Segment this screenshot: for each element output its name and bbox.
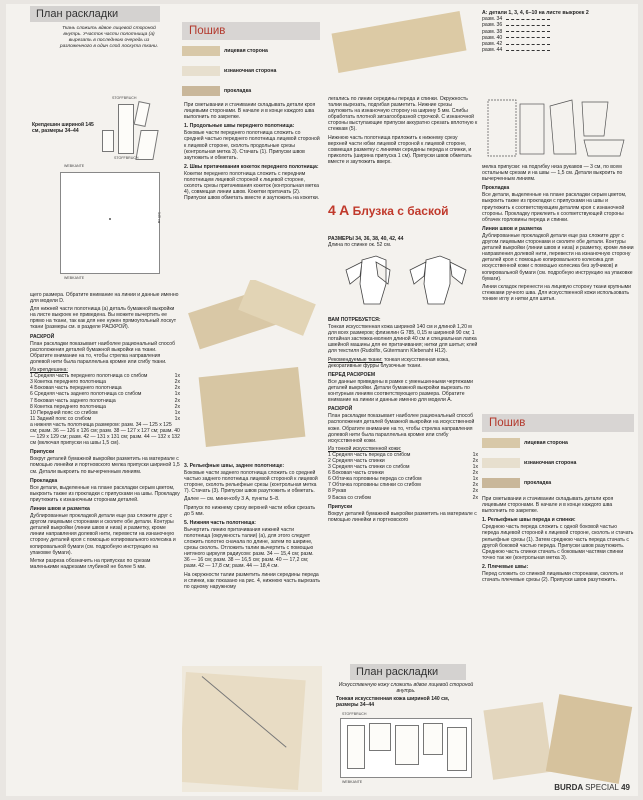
swatch-label: прокладка: [524, 480, 552, 486]
paragraph: Все детали, выделенные на плане раскладки серым цветом, выкроить также из прокладки с припусками на швы и приутюжить к соответствующим деталям кроя с изнаночной стороны. Прокладку приклеить к соответствующей стороны обтачек горловины переда и спинки.: [482, 192, 627, 223]
garment-sketch: [342, 254, 470, 308]
size-line-sample: [506, 37, 550, 38]
size-legend-heading: А: детали 1, 3, 4, 6–10 на листе выкроек 2: [482, 10, 589, 16]
parts-list: [30, 373, 180, 422]
sewing-step-photo-4: [182, 666, 322, 792]
list-item-name: 7 Боковая часть заднего полотнища: [30, 397, 116, 404]
stoffbruch-label: STOFFBRUCH: [114, 156, 139, 160]
section-heading: Линии швов и разметка: [482, 225, 542, 232]
swatch-back: [182, 66, 276, 76]
pattern-piece: [118, 104, 134, 154]
webkante-label: WEBKANTE: [64, 276, 85, 280]
pattern-piece: [423, 723, 443, 755]
swatch-back-2: [482, 458, 576, 468]
list-item-qty: 1x: [174, 373, 180, 380]
size-label: разм. 44: [482, 47, 503, 54]
paragraph: План раскладки показывает наиболее рациональный способ расположения деталей бумажной выкройки на искусственной коже. Обратите внимание на то, чтобы стрелка направления долевой нити была параллельна кромке или сгибу искусственной кожи.: [328, 413, 475, 444]
back-swatch-icon: [482, 458, 520, 468]
list-item-name: 6 Средняя часть заднего полотнища со сгибом: [30, 391, 142, 398]
model-title: Блузка с баской: [352, 204, 449, 218]
paragraph: Вокруг деталей бумажной выкройки разметить на материале с помощью линейки и портновского: [328, 510, 477, 523]
section-heading: Линии швов и разметка: [30, 506, 90, 512]
list-item-name: 3 Средняя часть спинки со сгибом: [328, 464, 410, 471]
paragraph: Далее — см. мини-кобу 3 А, пункты 5–8.: [184, 496, 280, 503]
col2-text-lower: [184, 460, 320, 592]
fabric-piece: [199, 367, 306, 447]
list-item-qty: 2x: [174, 385, 180, 392]
brand-name: BURDA: [554, 783, 583, 792]
paragraph: Боковые части заднего полотнища сложить со средней частью заднего полотнища лицевой стороной к лицевой стороне, сколоть рельефные срезы (контрольная метка 7). Стачать (3). Припуски швов разутюжить и обметать.: [184, 470, 318, 495]
step-heading: 2. Плечевые швы:: [482, 563, 529, 570]
list-item-name: 3 Кокетка переднего полотнища: [30, 379, 106, 386]
size-line-sample: [506, 44, 550, 45]
paragraph: На окружности талии разметить линии середины переда и спинки, как показано на рис. 4, нижнюю часть вырезать по одному наружному: [184, 571, 320, 590]
list-item-qty: 1x: [174, 415, 180, 422]
list-item-qty: 2x: [472, 482, 478, 489]
paragraph: Все детали, выделенные на плане раскладки серым цветом, выкроить также из прокладки с припусками на швы. Прокладку приутюжить к изнаночным сторонам деталей.: [30, 484, 180, 503]
list-item: [328, 495, 478, 501]
lining-swatch-icon: [182, 86, 220, 96]
col4-text-upper: [482, 164, 634, 304]
back-swatch-icon: [182, 66, 220, 76]
col2-text-upper: [184, 102, 320, 203]
paragraph: a нижняя часть полотнища размером: разм. 34 — 125 x 125 см; разм. 36 — 126 x 126 см; разм. 38 — 127 x 127 см; разм. 40 — 129 x 129 см; разм. 42 — 131 x 131 см; разм. 44 — 132 x 132 см (включая припуски на швы 1,5 см).: [30, 421, 180, 447]
list-item-name: 2 Средняя часть спинки: [328, 457, 385, 464]
layout-diagram-2: [60, 172, 160, 274]
stoffbruch-label: STOFFBRUCH: [342, 712, 367, 716]
swatch-face: [182, 46, 268, 56]
list-item-name: 1 Средняя часть переднего полотнища со сгибом: [30, 373, 148, 380]
swatch-label: изнаночная сторона: [524, 460, 577, 466]
list-item-qty: 2x: [472, 470, 478, 477]
paragraph: легались по линии середины переда и спинки. Окружность талии вырезать, подгибая разметить. Нижние срезы заутюжить на изнаночную сторону на ширину 5 мм. Слибы обработать плотной зигзагообразной строчкой. С изнаночной стороны выступающие припуски аккуратно срезать вплотную к стежкам (5).: [328, 96, 478, 133]
fabric-piece: [483, 702, 552, 780]
swatch-label: лицевая сторона: [224, 48, 268, 54]
col1-text-body: [30, 292, 180, 572]
magazine-page: [6, 4, 638, 796]
paragraph: Линии складок перенести на лицевую сторону ткани крупными стежками ручного шва. Для искусственной кожи использовать тонкие иглу и нитки для шитья.: [482, 283, 631, 302]
page-number: 49: [621, 783, 630, 792]
paragraph: Тонкая искусственная кожа шириной 140 см и длиной 1,20 м для всех размеров; флизелин G 785, 0,15 м шириной 90 см; 1 потайная застежка-молния длиной 40 см и специальная лапка швейной машины для ее притачивания; нитки для шитья; клей для текстиля (Rudolfix, Gütermann Klebenaht H12).: [328, 324, 478, 355]
list-item-name: 6 Боковая часть спинки: [328, 470, 384, 477]
paragraph: Боковые части переднего полотнища сложить со средней частью переднего полотнища лицевой стороной к лицевой стороне, сколоть продольные срезы (контрольная метка 3). Стачать (1). Припуски швов заутюжить и обметать.: [184, 130, 320, 161]
swatch-label: изнаночная сторона: [224, 68, 277, 74]
size-label: разм. 40: [482, 34, 503, 41]
size-label: разм. 34: [482, 16, 503, 23]
list-item-qty: 1x: [174, 391, 180, 398]
step-heading: 2. Швы притачивания кокеток переднего полотнища:: [184, 163, 319, 170]
fabric-piece: [546, 694, 632, 784]
parts-list: [328, 452, 478, 501]
pattern-piece: [102, 130, 114, 152]
section-heading: Прокладка: [30, 477, 58, 484]
section-heading: РАСКРОЙ: [328, 406, 353, 413]
sewing-step-photo-6: [482, 686, 634, 786]
paragraph: Перед сложить со спинкой лицевыми сторонами, сколоть и стачать плечевые срезы (2). Припуски швов разутюжить.: [482, 571, 623, 584]
sewing-title: Пошив: [182, 22, 320, 40]
pattern-piece: [447, 727, 467, 771]
list-item-name: 4 Боковая часть переднего полотнища: [30, 385, 122, 392]
section-heading: ВАМ ПОТРЕБУЕТСЯ:: [328, 317, 381, 323]
model-sizes: [328, 236, 478, 248]
list-item-qty: 1x: [472, 476, 478, 483]
paragraph: Все данные приведены в рамке с уменьшенными чертежами деталей выкройки. Детали бумажной выкройки вырезать по контурным линиям соответствующего размера. Обратите внимание на линии и данные именно для модели А.: [328, 378, 473, 404]
fabric-piece: [332, 11, 467, 73]
model-number: 4 A: [328, 202, 350, 218]
size-line-sample: [506, 50, 550, 51]
pattern-piece: [395, 725, 419, 765]
size-line: [482, 47, 632, 53]
sizes-text: РАЗМЕРЫ 34, 36, 38, 40, 42, 44: [328, 236, 404, 242]
paragraph: щего размера. Обратите внимание на линии и данные именно для модели D.: [30, 292, 179, 305]
paragraph: Среднюю часть переда сложить с одной боковой частью переда лицевой стороной к лицевой стороне, сколоть и стачать рельефные срезы (1). Затем среднюю часть переда стачать с другой боковой частью переда. Припуски швов разутюжить. Среднюю часть спинки стачать с боковыми частями спинки точно так же (контрольная метка 3).: [482, 524, 634, 561]
list-item-name: 9 Баска со сгибом: [328, 494, 371, 501]
paragraph: Дублированные прокладкой детали еще раз сложите друг с другом лицевыми сторонами и сколите обе детали. Контуры деталей выкройки (линии швов и низа) и разметку, кроме линии направления долевой нити, перевести на изнаночную сторону деталей кроя с помощью копировального колесика для искусственной кожи с помощью колесика без зубчиков) и копировальной бумаги (см. подробную инструкцию на упаковке бумаги).: [482, 232, 634, 282]
list-heading: Из тонкой искусственной кожи:: [328, 445, 402, 452]
edition-name: SPECIAL: [585, 783, 619, 792]
step-heading: 3. Рельефные швы, заднее полотнище:: [184, 463, 285, 469]
pattern-piece: [134, 101, 151, 127]
webkante-label: WEBKANTE: [342, 780, 363, 784]
list-item-qty: 2x: [174, 397, 180, 404]
paragraph: Вокруг деталей бумажной выкройки разметить на материале с помощью линейки и портновского мелка припуски шириной 1,5 см. Детали выкроить по вычерченным линиям.: [30, 456, 180, 475]
col4-text-lower: [482, 496, 634, 585]
paragraph: Припуск по нижнему срезу верхней части юбки срезать до 5 мм.: [184, 504, 316, 517]
page-footer: [554, 783, 630, 792]
paragraph: Вычертить линию притачивания нижней части полотнища (окружность талии) (а), для этого следует сложить полотно сначала по длине, затем по ширине, срезы сколоть. Отложить талии вычертить с помощью нитяного циркуля радиусом: разм. 34 — 15,4 см; разм. 36 — 16 см; разм. 38 — 16,5 см; разм. 40 — 17,2 см; разм. 42 — 17,8 см; разм. 44 — 18,4 см.: [184, 526, 314, 570]
pattern-piece: [347, 725, 365, 769]
lining-swatch-icon: [482, 478, 520, 488]
section-heading: Припуски: [30, 449, 55, 456]
dimension-label: 145 см: [157, 212, 161, 224]
swatch-face-2: [482, 438, 568, 448]
rec-text: тонкая искусственная кожа, декоративные фурры блузочные ткани.: [328, 356, 450, 369]
paragraph: Нижнюю часть полотнища приложить к нижнему срезу верхней части юбки лицевой стороной к лицевой стороне, совмещая разметку с линиями середины переда и спинки, и приколоть (ширина припуска 1 см). Припуски швов обметать вместе и заутюжить вверх.: [328, 134, 472, 165]
section-heading: ПЕРЕД РАСКРОЕМ: [328, 371, 376, 378]
list-item-name: 8 Рукав: [328, 488, 347, 495]
paragraph: Для нижней части полотнища (а) деталь бумажной выкройки на листе выкроек не приведена. Вы можете вычертить ее прямо на ткани, так как для нее нужен прямоугольный лоскут ткани (размеры см. в разделе РАСКРОЙ).: [30, 306, 177, 331]
center-mark: [109, 218, 111, 220]
layout-diagram-3: [340, 718, 472, 778]
paragraph: Кокетки переднего полотнища сложить с передним полотнищем лицевой стороной к лицевой стороне, сколоть срезы притачивания кокеток (контрольная метка 4), совмещая линии швов. Кокетки притачать (2). Припуски швов обметать вместе и заутюжить на кокетки.: [184, 170, 320, 202]
step-heading: 1. Рельефные швы переда и спинки:: [482, 517, 576, 524]
paragraph: Дублированные прокладкой детали еще раз сложите друг с другом лицевыми сторонами и сколите обе детали. Контуры деталей выкройки (линии швов и низа) и разметку, кроме линии направления долевой нити, перевести на изнаночную сторону деталей кроя с помощью копировального колесика и копировальной бумаги (см. подробную инструкцию на упаковке бумаги).: [30, 513, 176, 556]
size-line-sample: [506, 19, 550, 20]
swatch-label: лицевая сторона: [524, 440, 568, 446]
col3-text-body: [328, 314, 478, 525]
size-lines: [482, 16, 632, 53]
col3-text-top: [328, 96, 478, 167]
paragraph: мелка припуски: на подгибку низа рукавов — 3 см, по всем остальным срезам и на швы — 1,5 см. Детали выкроить по вычерченным линиям.: [482, 164, 623, 183]
sewing-title-2: Пошив: [482, 414, 634, 432]
paragraph: Метки разреза обозначить на припусках по срезам маленькими надрезами глубиной не более 5 мм.: [30, 557, 151, 570]
face-swatch-icon: [182, 46, 220, 56]
size-label: разм. 36: [482, 22, 503, 29]
fabric-label: Крепдешин шириной 145 см, размеры 34–44: [32, 122, 94, 135]
webkante-label: WEBKANTE: [64, 164, 85, 168]
fabric-piece: [182, 672, 306, 790]
list-item-name: 1 Средняя часть переда со сгибом: [328, 451, 411, 458]
stoffbruch-label: STOFFBRUCH: [112, 96, 137, 100]
plan-title-2: План раскладки: [350, 664, 466, 680]
list-item-qty: 1x: [472, 464, 478, 471]
list-heading: Из крепдешина:: [30, 367, 68, 374]
size-line-sample: [506, 31, 550, 32]
rec-title: Рекомендуемые ткани:: [328, 356, 383, 363]
list-item-qty: 1x: [472, 451, 478, 458]
list-item-qty: 2x: [472, 488, 478, 495]
model-heading: [328, 204, 478, 217]
list-item-qty: 2x: [174, 379, 180, 386]
size-label: разм. 38: [482, 28, 503, 35]
size-label: разм. 42: [482, 41, 503, 48]
size-legend: [482, 10, 632, 53]
section-heading: Припуски: [328, 503, 353, 510]
plan-title: План раскладки: [30, 6, 160, 22]
paragraph: План раскладки показывает наиболее рациональный способ расположения деталей бумажной выкройки на ткани. Обратите внимание на то, чтобы стрелка направления долевой нити была параллельна кромке или сгибу ткани.: [30, 340, 176, 365]
list-item-name: 11 Задний пояс со сгибом: [30, 415, 92, 422]
plan-intro-2: Искусственную кожу сложить вдвое лицевой стороной внутрь.: [338, 682, 474, 695]
list-item-name: 6 Обтачка горловины переда со сгибом: [328, 476, 422, 483]
swatch-lining-2: [482, 478, 551, 488]
paragraph: При сметывании и стачивании складывать детали кроя лицевыми сторонами. В начале и в конце каждого шва выполнить по закрепке.: [184, 102, 316, 121]
list-item-qty: 2x: [174, 403, 180, 410]
list-item-name: 7 Обтачка горловины спинки со сгибом: [328, 482, 421, 489]
swatch-lining: [182, 86, 251, 96]
length-text: Длина по спинке ок. 52 см.: [328, 242, 392, 249]
list-item-qty: 1x: [174, 409, 180, 416]
pattern-piece: [369, 723, 391, 751]
sewing-step-photo-5: [328, 8, 478, 94]
swatch-label: прокладка: [224, 88, 252, 94]
step-heading: 5. Нижняя часть полотнища:: [184, 519, 256, 526]
list-item-name: 10 Передний пояс со сгибом: [30, 409, 98, 416]
pattern-pieces-sketch: [484, 96, 632, 160]
face-swatch-icon: [482, 438, 520, 448]
list-item-qty: 2x: [472, 457, 478, 464]
paragraph: При сметывании и стачивании складывать детали кроя лицевыми сторонами. В начале и в конце каждого шва выполнить по закрепке.: [482, 496, 614, 515]
sewing-step-photos-1: [182, 280, 322, 458]
size-line-sample: [506, 25, 550, 26]
plan-fabric-2: Тонкая искусственная кожа шириной 140 см, размеры 34–44: [336, 696, 450, 709]
plan-intro: Ткань сложить вдвое лицевой стороной внутрь. Участок части полотнища (а) вырезать в последнюю очередь из разложенного в один слой лоскута ткани.: [59, 26, 159, 50]
section-heading: РАСКРОЙ: [30, 333, 55, 340]
section-heading: Прокладка: [482, 185, 510, 192]
list-item-name: 8 Кокетка переднего полотнища: [30, 403, 106, 410]
list-item-qty: 2x: [472, 494, 478, 501]
step-heading: 1. Продольные швы переднего полотнища:: [184, 123, 295, 130]
